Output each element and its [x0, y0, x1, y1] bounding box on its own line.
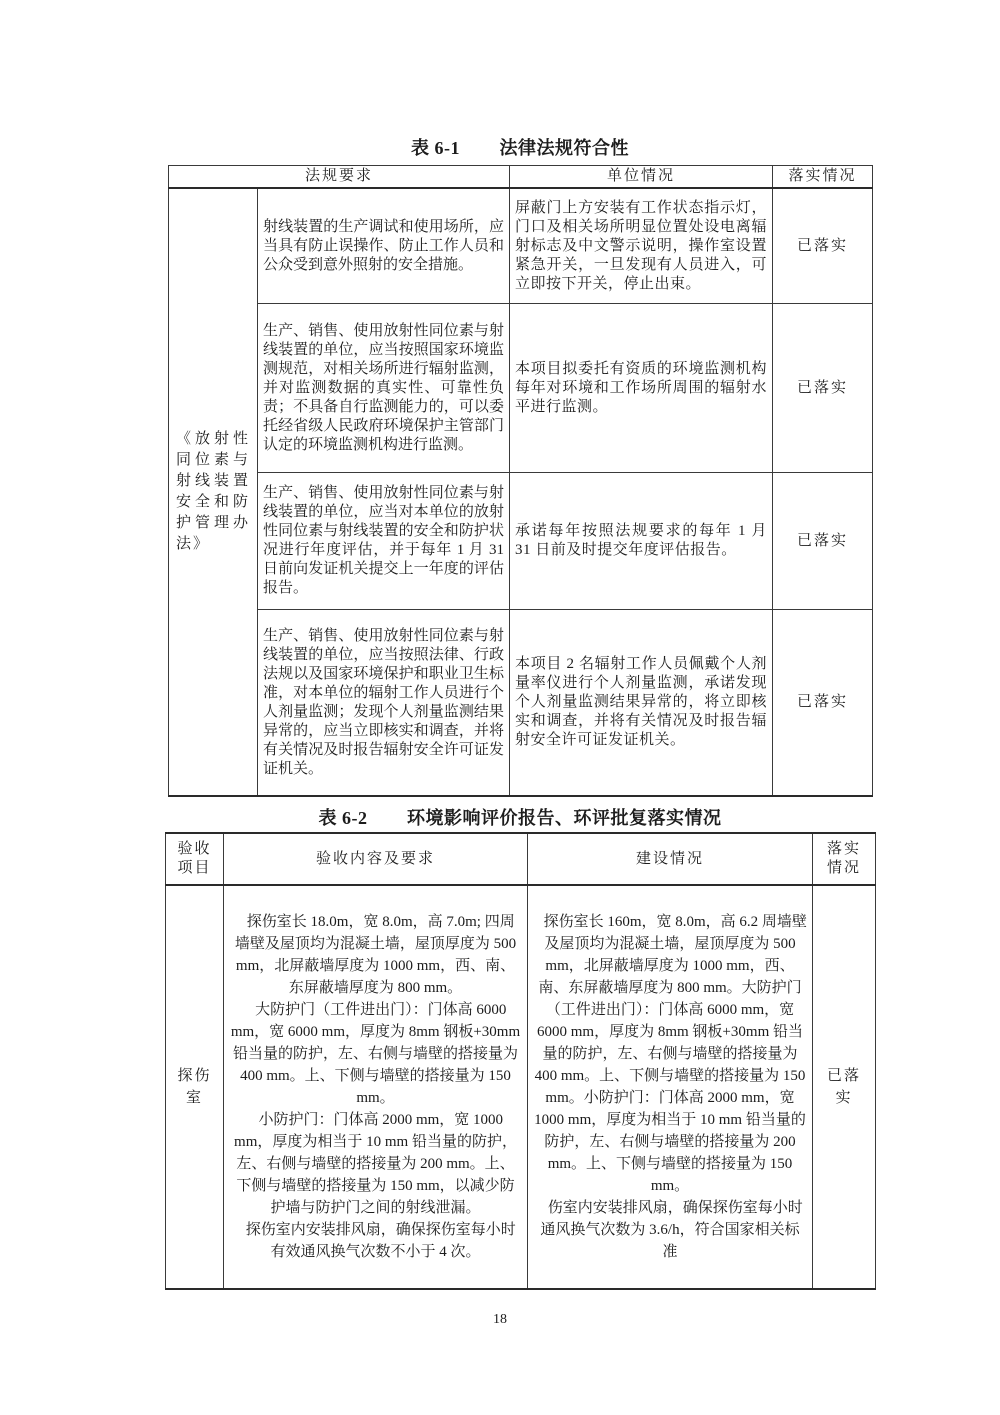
inspection-item-cell: 探伤室: [166, 885, 224, 1289]
construction-paragraph: 伤室内安装排风扇，确保探伤室每小时通风换气次数为 3.6/h，符合国家相关标准: [540, 1200, 803, 1260]
content-paragraph: 探伤室长 18.0m，宽 8.0m，高 7.0m; 四周墙壁及屋顶均为混凝土墙，屋顶厚度为 500 mm，北屏蔽墙厚度为 1000 mm，西、南、东屏蔽墙厚度为 800 mm。: [234, 914, 517, 996]
unit-status-cell: 承诺每年按照法规要求的每年 1 月 31 日前及时提交年度评估报告。: [510, 473, 773, 610]
table1-header-implementation: 落实情况: [773, 166, 873, 188]
table1-row: [169, 610, 873, 796]
content-requirement-cell: [224, 885, 528, 1289]
construction-status-cell: [528, 885, 813, 1289]
unit-status-cell: 本项目 2 名辐射工作人员佩戴个人剂量率仪进行个人剂量监测，承诺发现个人剂量监测结果异常的，将立即核实和调查，并将有关情况及时报告辐射安全许可证发证机关。: [510, 610, 773, 796]
table1-header-law-requirement: 法规要求: [169, 166, 510, 188]
construction-paragraph: 探伤室长 160m，宽 8.0m，高 6.2 周墙壁及屋顶均为混凝土墙，屋顶厚度为 500 mm，北屏蔽墙厚度为 1000 mm，西、南、东屏蔽墙厚度为 800 mm。大防护门（工件进出门）：门体高 6000 mm，宽 6000 mm，厚度为 8mm 钢板+30mm 铅当量的防护，左、右侧与墙壁的搭接量为 400 mm。上、下侧与墙壁的搭接量为 150 mm。小防护门：门体高 2000 mm，宽 1000 mm，厚度为相当于 10 mm 铅当量的防护，左、右侧与墙壁的搭接量为 200 mm。上、下侧与墙壁的搭接量为 150 mm。: [534, 914, 807, 1194]
requirement-cell: 生产、销售、使用放射性同位素与射线装置的单位，应当对本单位的放射性同位素与射线装置的安全和防护状况进行年度评估，并于每年 1 月 31 日前向发证机关提交上一年度的评估报告。: [258, 473, 510, 610]
table2-title: [168, 804, 872, 830]
table-eia-implementation: [165, 832, 876, 1290]
content-paragraph: 大防护门（工件进出门）：门体高 6000 mm，宽 6000 mm，厚度为 8mm 钢板+30mm 铅当量的防护，左、右侧与墙壁的搭接量为 400 mm。上、下侧与墙壁的搭接量为 150 mm。: [230, 1002, 521, 1106]
content-paragraph: 探伤室内安装排风扇，确保探伤室每小时有效通风换气次数不小于 4 次。: [245, 1222, 516, 1260]
table1-row: [169, 188, 873, 304]
content-paragraph: 小防护门：门体高 2000 mm，宽 1000 mm，厚度为相当于 10 mm 铅当量的防护，左、右侧与墙壁的搭接量为 200 mm。上、下侧与墙壁的搭接量为 150 mm，以减少防护墙与防护门之间的射线泄漏。: [234, 1112, 517, 1216]
page-number: 18: [493, 1312, 507, 1327]
table2-header-row: [166, 833, 876, 885]
table1-header-unit-status: 单位情况: [510, 166, 773, 188]
table1-title-text: 法律法规符合性: [499, 138, 630, 158]
table2-header-implementation: 落实情况: [813, 833, 876, 885]
law-name-cell: 《放射性同位素与射线装置安全和防护管理办法》: [169, 188, 258, 796]
table2-header-content: 验收内容及要求: [224, 833, 528, 885]
unit-status-cell: 本项目拟委托有资质的环境监测机构每年对环境和工作场所周围的辐射水平进行监测。: [510, 304, 773, 473]
requirement-cell: 生产、销售、使用放射性同位素与射线装置的单位，应当按照法律、行政法规以及国家环境保护和职业卫生标准，对本单位的辐射工作人员进行个人剂量监测；发现个人剂量监测结果异常的，应当立即核实和调查，并将有关情况及时报告辐射安全许可证发证机关。: [258, 610, 510, 796]
unit-status-cell: 屏蔽门上方安装有工作状态指示灯，门口及相关场所明显位置处设电离辐射标志及中文警示说明，操作室设置紧急开关，一旦发现有人员进入，可立即按下开关，停止出束。: [510, 188, 773, 304]
status-cell: 已落实: [813, 885, 876, 1289]
table-legal-compliance: [168, 165, 873, 797]
table1-row: [169, 473, 873, 610]
table1-header-row: [169, 166, 873, 188]
status-cell: 已落实: [773, 473, 873, 610]
status-cell: 已落实: [773, 304, 873, 473]
table1-label: 表 6-1: [410, 138, 460, 158]
table2-header-item: 验收项目: [166, 833, 224, 885]
status-cell: 已落实: [773, 610, 873, 796]
table1-row: [169, 304, 873, 473]
table2-label: 表 6-2: [318, 808, 368, 828]
requirement-cell: 生产、销售、使用放射性同位素与射线装置的单位，应当按照国家环境监测规范，对相关场所进行辐射监测，并对监测数据的真实性、可靠性负责；不具备自行监测能力的，可以委托经省级人民政府环境保护主管部门认定的环境监测机构进行监测。: [258, 304, 510, 473]
status-cell: 已落实: [773, 188, 873, 304]
table2-row: [166, 885, 876, 1289]
table2-header-construction: 建设情况: [528, 833, 813, 885]
table1-title: [168, 134, 872, 160]
table2-title-text: 环境影响评价报告、环评批复落实情况: [407, 808, 722, 828]
requirement-cell: 射线装置的生产调试和使用场所，应当具有防止误操作、防止工作人员和公众受到意外照射的安全措施。: [258, 188, 510, 304]
